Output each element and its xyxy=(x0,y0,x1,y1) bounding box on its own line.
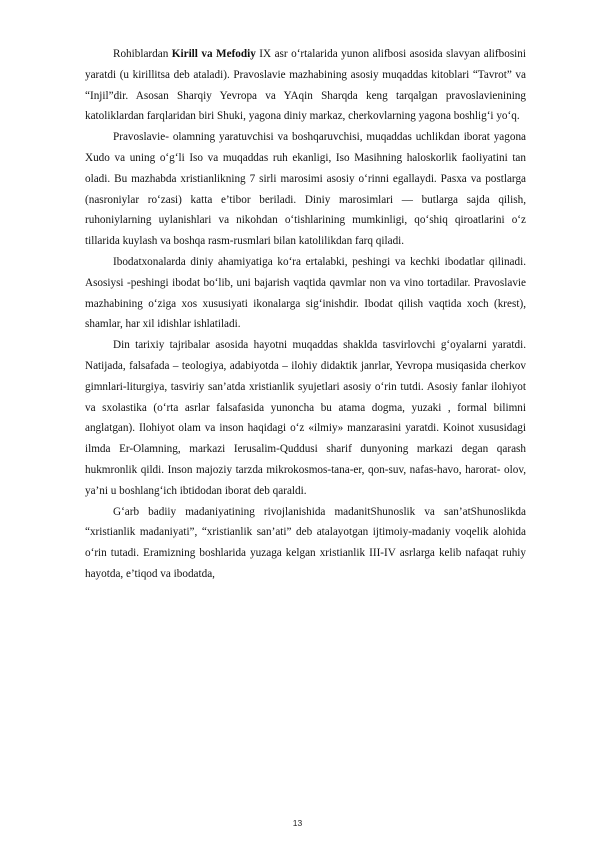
paragraph-1-lead: Rohiblardan xyxy=(113,48,172,60)
paragraph-1-text: IX asr o‘rtalarida yunon alifbosi asosida slavyan alifbosini yaratdi (u kirillitsa deb ataladi). Pravoslavie mazhabining asosiy muqaddas kitoblari “Tavrot” va “Injil”dir. Asosan Sharqiy Yevropa va YAqin Sharqda keng tarqalgan pravoslavienining katoliklardan farqlaridan biri Shuki, yagona diniy markaz, cherkovlarning yagona boshlig‘i yo‘q. xyxy=(85,48,526,123)
paragraph-1-bold-names: Kirill va Mefodiy xyxy=(171,48,256,60)
document-page xyxy=(85,44,526,585)
paragraph-5: G‘arb badiiy madaniyatining rivojlanishida madanitShunoslik va san’atShunoslikda “xristianlik madaniyati”, “xristianlik san’ati” deb atalayotgan ijtimoiy-madaniy voqelik alohida o‘rin tutadi. Eramizning boshlarida yuzaga kelgan xristianlik III-IV asrlarga kelib nafaqat ruhiy hayotda, e’tiqod va ibodatda, xyxy=(85,505,526,580)
page-number: 13 xyxy=(292,818,303,828)
paragraph-3: Ibodatxonalarda diniy ahamiyatiga ko‘ra ertalabki, peshingi va kechki ibodatlar qilinadi. Asosiysi -peshingi ibodat bo‘lib, uni bajarish vaqtida qavmlar non va vino tortadilar. Pravoslavie mazhabining o‘ziga xos xususiyati ikonalarga sig‘inishdir. Ibodat qilish vaqtida xoch (krest), shamlar, har xil idishlar ishlatiladi. xyxy=(85,255,526,331)
paragraph-1 xyxy=(85,44,526,127)
paragraph-4: Din tarixiy tajribalar asosida hayotni muqaddas shaklda tasvirlovchi g‘oyalarni yaratdi. Natijada, falsafada – teologiya, adabiyotda – ilohiy didaktik janrlar, Yevropa musiqasida cherkov gimnlari-liturgiya, tasviriy san’atda xristianlik syujetlari asosiy o‘rin tutdi. Asosiy fanlar ilohiyot va sxolastika (o‘rta asrlar falsafasida yunoncha bu atama dogma, yuzaki , formal bilimni anglatgan). Ilohiyot olam va inson haqidagi o‘z «ilmiy» manzarasini yaratdi. Koinot xususidagi ilmda Er-Olamning, markazi Ierusalim-Quddusi sharif dunyoning markazi degan qarash hukmronlik qildi. Inson majoziy tarzda mikrokosmos-tana-er, qon-suv, nafas-havo, harorat- olov, ya’ni u boshlang‘ich ibtidodan iborat deb qaraldi. xyxy=(85,339,526,497)
paragraph-2: Pravoslavie- olamning yaratuvchisi va boshqaruvchisi, muqaddas uchlikdan iborat yagona Xudo va uning o‘g‘li Iso va muqaddas ruh ekanligi, Iso Masihning haloskorlik faoliyatini tan oladi. Bu mazhabda xristianlikning 7 sirli marosimi asosiy o‘rinni egallaydi. Pasxa va postlarga (nasroniylar ro‘zasi) katta e’tibor beriladi. Diniy marosimlari — butlarga sajda qilish, ruhoniylarning uylanishlari va nikohdan o‘tishlarining mumkinligi, qo‘shiq qiroatlarini o‘z tillarida kuylash va boshqa rasm-rusmlari bilan katolilikdan farq qiladi. xyxy=(85,131,526,248)
